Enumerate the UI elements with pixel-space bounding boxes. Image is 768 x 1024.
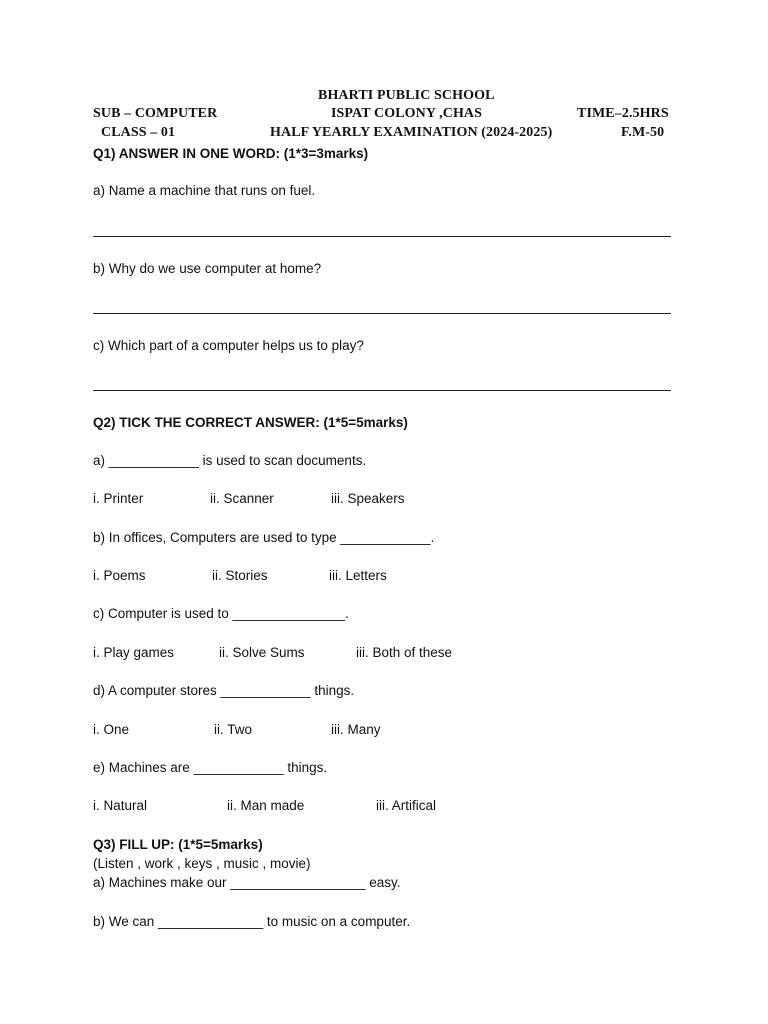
answer-line bbox=[93, 236, 671, 237]
q1-question-c: c) Which part of a computer helps us to play? bbox=[93, 338, 364, 353]
q3-heading: Q3) FILL UP: (1*5=5marks) bbox=[93, 837, 263, 852]
q2d-option-3: iii. Many bbox=[331, 722, 381, 737]
q3-question-a: a) Machines make our __________________ easy. bbox=[93, 875, 401, 890]
q2c-option-3: iii. Both of these bbox=[356, 645, 453, 660]
q3-question-b: b) We can ______________ to music on a computer. bbox=[93, 914, 411, 929]
q1-heading: Q1) ANSWER IN ONE WORD: (1*3=3marks) bbox=[93, 146, 369, 161]
exam-title: HALF YEARLY EXAMINATION (2024-2025) bbox=[270, 125, 553, 140]
answer-line bbox=[93, 390, 671, 391]
q2b-option-3: iii. Letters bbox=[329, 568, 387, 583]
q2a-option-3: iii. Speakers bbox=[331, 491, 405, 506]
q2-question-b: b) In offices, Computers are used to type ____________. bbox=[93, 530, 435, 545]
q2e-option-3: iii. Artifical bbox=[376, 798, 437, 813]
q2b-option-2: ii. Stories bbox=[212, 568, 268, 583]
q2c-option-1: i. Play games bbox=[93, 645, 175, 660]
q2a-option-2: ii. Scanner bbox=[210, 491, 274, 506]
q2c-option-2: ii. Solve Sums bbox=[219, 645, 305, 660]
q3-word-bank: (Listen , work , keys , music , movie) bbox=[93, 856, 311, 871]
q2d-option-2: ii. Two bbox=[214, 722, 253, 737]
class-label: CLASS – 01 bbox=[101, 125, 176, 140]
time-label: TIME–2.5HRS bbox=[577, 106, 669, 121]
q2e-option-1: i. Natural bbox=[93, 798, 148, 813]
q2d-option-1: i. One bbox=[93, 722, 130, 737]
school-name: BHARTI PUBLIC SCHOOL bbox=[318, 88, 495, 103]
q2-question-a: a) ____________ is used to scan documents. bbox=[93, 453, 367, 468]
q2-heading: Q2) TICK THE CORRECT ANSWER: (1*5=5marks) bbox=[93, 415, 408, 430]
full-marks-label: F.M-50 bbox=[621, 125, 665, 140]
answer-line bbox=[93, 313, 671, 314]
school-location: ISPAT COLONY ,CHAS bbox=[331, 106, 483, 121]
q2e-option-2: ii. Man made bbox=[227, 798, 305, 813]
q2-question-e: e) Machines are ____________ things. bbox=[93, 760, 328, 775]
q1-question-b: b) Why do we use computer at home? bbox=[93, 261, 322, 276]
q2-question-c: c) Computer is used to _______________. bbox=[93, 606, 349, 621]
subject-label: SUB – COMPUTER bbox=[93, 106, 218, 121]
q2b-option-1: i. Poems bbox=[93, 568, 146, 583]
q2-question-d: d) A computer stores ____________ things. bbox=[93, 683, 355, 698]
q1-question-a: a) Name a machine that runs on fuel. bbox=[93, 183, 316, 198]
q2a-option-1: i. Printer bbox=[93, 491, 144, 506]
